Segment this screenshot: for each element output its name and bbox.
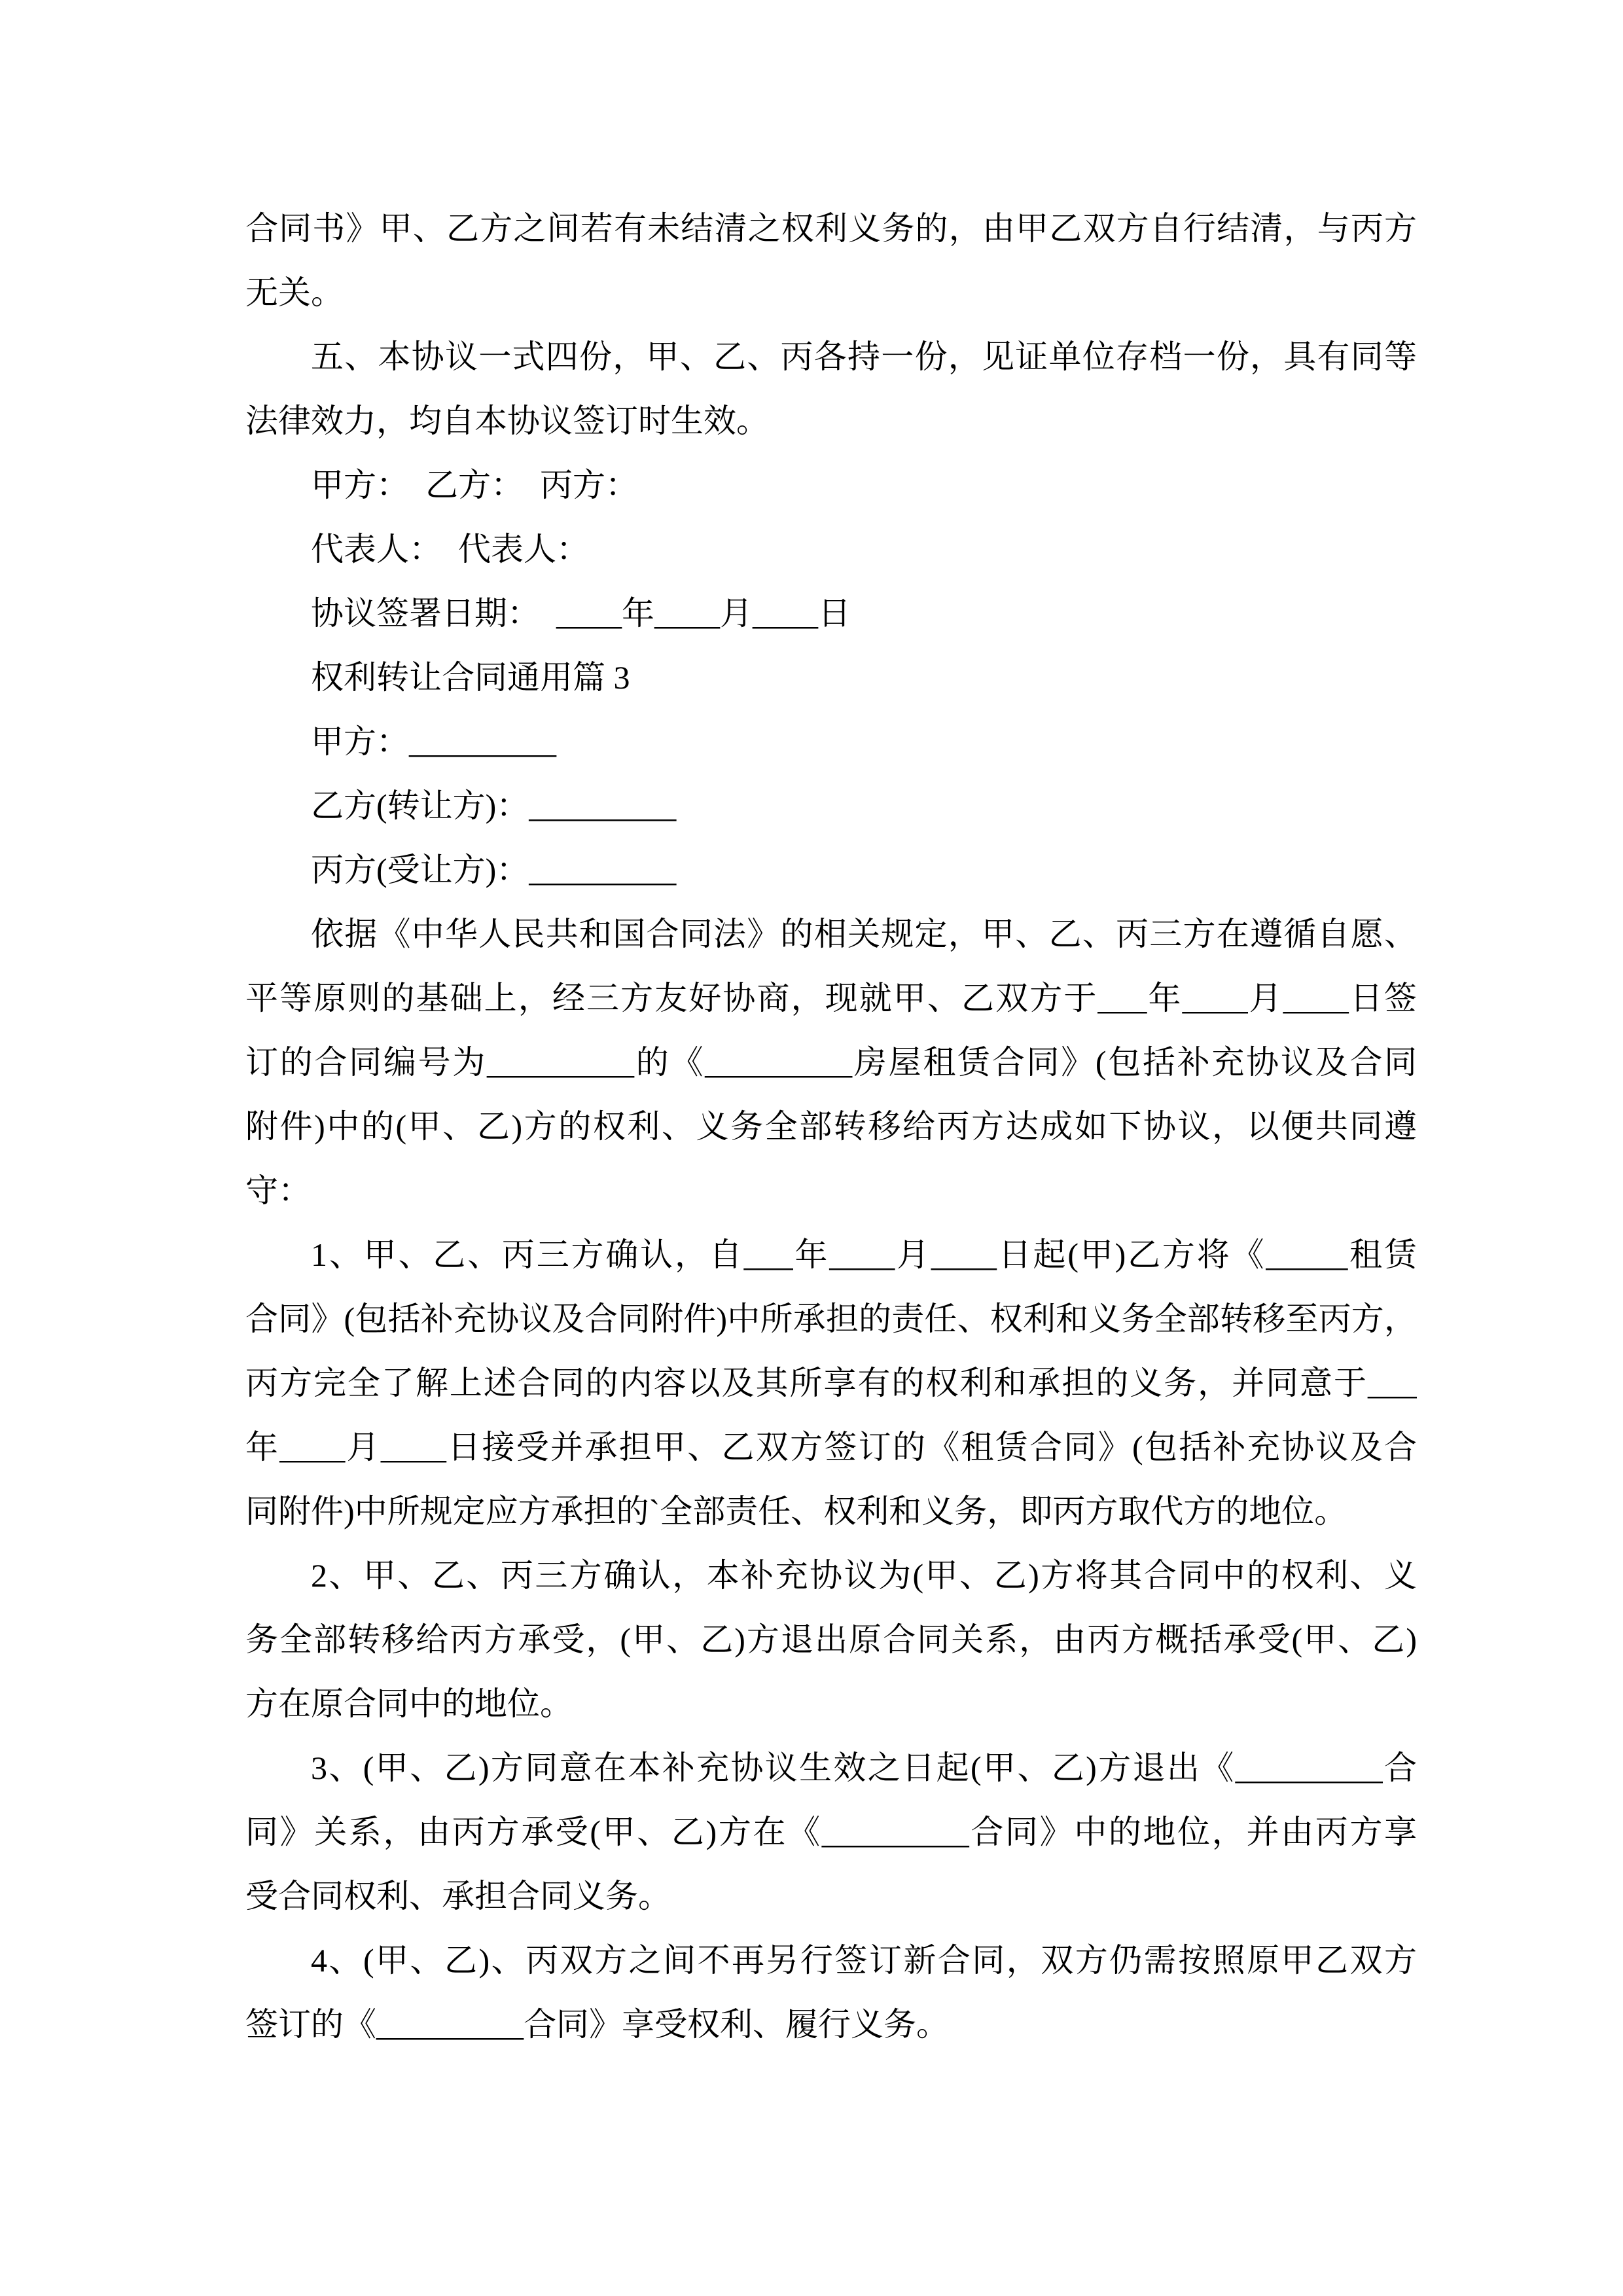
text-line: 签订的《_________合同》享受权利、履行义务。 [245, 2006, 949, 2043]
text-line: 合同书》甲、乙方之间若有未结清之权利义务的，由甲乙双方自行结清，与丙方 [245, 210, 1417, 247]
text-line: 丙方(受让方)：_________ [311, 852, 677, 888]
text-line: 受合同权利、承担合同义务。 [245, 1878, 671, 1914]
text-line: 2、甲、乙、丙三方确认，本补充协议为(甲、乙)方将其合同中的权利、义 [311, 1557, 1417, 1594]
text-line: 乙方(转让方)：_________ [311, 787, 677, 824]
text-line: 守： [245, 1172, 311, 1209]
text-line: 同附件)中所规定应方承担的`全部责任、权利和义务，即丙方取代方的地位。 [245, 1493, 1347, 1530]
text-line: 丙方完全了解上述合同的内容以及其所享有的权利和承担的义务，并同意于___ [245, 1365, 1417, 1401]
text-line: 法律效力，均自本协议签订时生效。 [245, 403, 769, 439]
text-line: 无关。 [245, 274, 344, 311]
text-line: 甲方： 乙方： 丙方： [311, 467, 638, 503]
text-line: 五、本协议一式四份，甲、乙、丙各持一份，见证单位存档一份，具有同等 [311, 338, 1417, 375]
text-line: 订的合同编号为_________的《_________房屋租赁合同》(包括补充协议及合同 [245, 1044, 1417, 1081]
text-line: 附件)中的(甲、乙)方的权利、义务全部转移给丙方达成如下协议，以便共同遵 [245, 1108, 1417, 1145]
text-line: 平等原则的基础上，经三方友好协商，现就甲、乙双方于___年____月____日签 [245, 980, 1417, 1016]
text-line: 甲方：_________ [311, 723, 556, 760]
text-line: 权利转让合同通用篇 3 [311, 659, 630, 696]
text-line: 3、(甲、乙)方同意在本补充协议生效之日起(甲、乙)方退出《_________合 [311, 1749, 1417, 1786]
text-line: 合同》(包括补充协议及合同附件)中所承担的责任、权利和义务全部转移至丙方， [245, 1300, 1417, 1337]
text-line: 依据《中华人民共和国合同法》的相关规定，甲、乙、丙三方在遵循自愿、 [311, 916, 1417, 952]
text-line: 年____月____日接受并承担甲、乙双方签订的《租赁合同》(包括补充协议及合 [245, 1429, 1417, 1465]
text-line: 4、(甲、乙)、丙双方之间不再另行签订新合同，双方仍需按照原甲乙双方 [311, 1942, 1417, 1979]
text-line: 务全部转移给丙方承受，(甲、乙)方退出原合同关系，由丙方概括承受(甲、乙) [245, 1621, 1417, 1658]
text-line: 协议签署日期： ____年____月____日 [311, 595, 851, 632]
text-line: 代表人： 代表人： [311, 531, 589, 567]
text-line: 方在原合同中的地位。 [245, 1685, 573, 1722]
document-text-body [245, 196, 1417, 2056]
text-line: 同》关系，由丙方承受(甲、乙)方在《_________合同》中的地位，并由丙方享 [245, 1814, 1417, 1850]
text-line: 1、甲、乙、丙三方确认，自___年____月____日起(甲)乙方将《_____租赁 [311, 1236, 1417, 1273]
